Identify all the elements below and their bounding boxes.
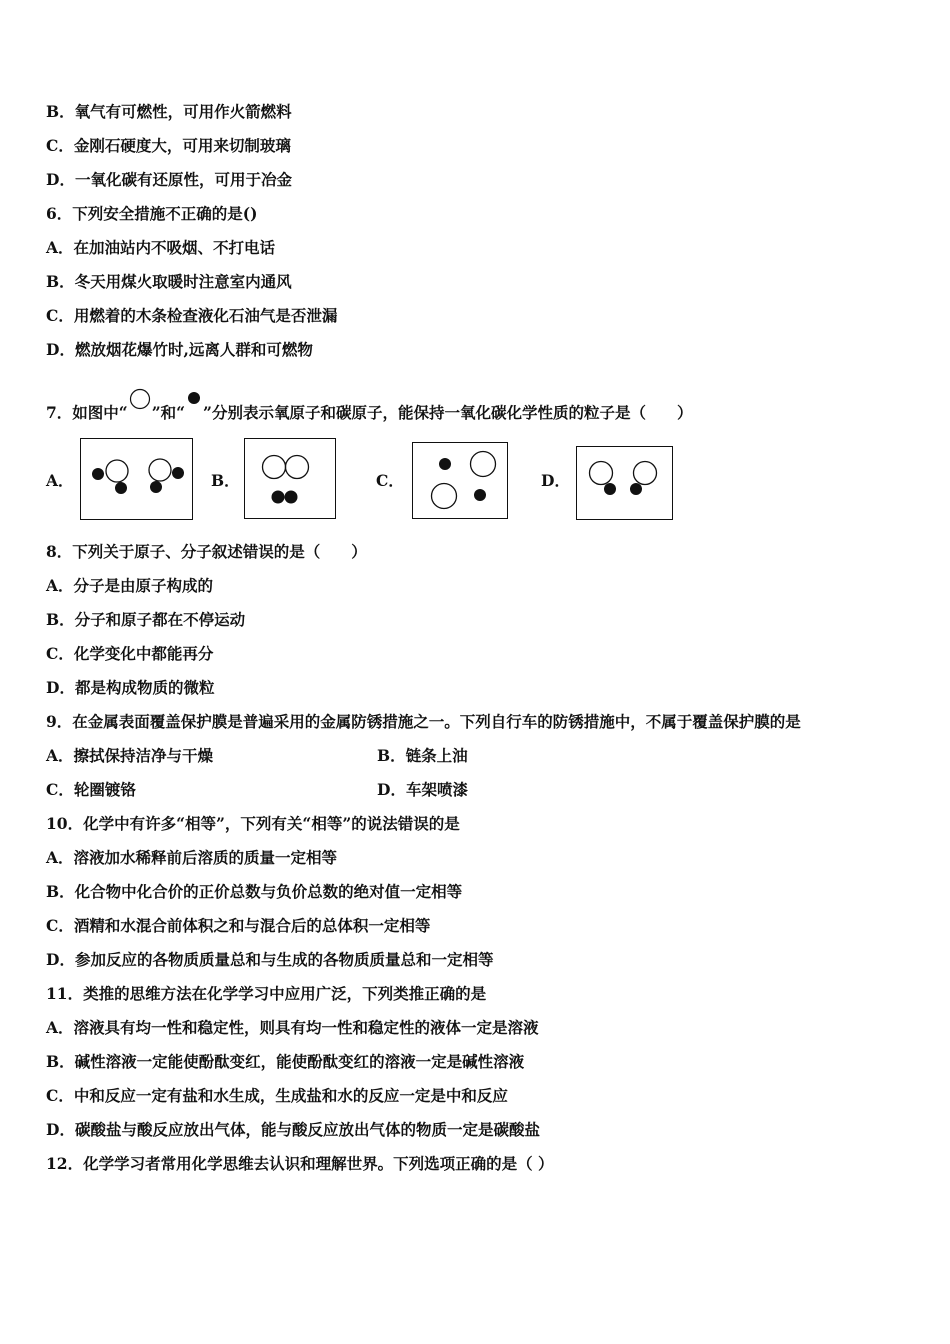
q11-option-c: C．中和反应一定有盐和水生成，生成盐和水的反应一定是中和反应 — [46, 1086, 508, 1105]
q12-stem: 12．化学学习者常用化学思维去认识和理解世界。下列选项正确的是（ ） — [46, 1154, 554, 1173]
molecule-diagram-d — [577, 447, 672, 519]
q7-label-c: C． — [376, 471, 404, 490]
q6-stem: 6．下列安全措施不正确的是() — [46, 204, 258, 223]
q7-stem-part2: ”和“ — [151, 403, 186, 422]
q5-option-c: C．金刚石硬度大，可用来切制玻璃 — [46, 136, 291, 155]
q8-option-d: D．都是构成物质的微粒 — [46, 678, 215, 697]
q7-stem-part3: ”分别表示氧原子和碳原子，能保持一氧化碳化学性质的粒子是（ ） — [203, 403, 693, 422]
q11-option-b: B．碱性溶液一定能使酚酞变红，能使酚酞变红的溶液一定是碱性溶液 — [46, 1052, 525, 1071]
q8-option-a: A．分子是由原子构成的 — [46, 576, 214, 595]
q7-stem-part1: 7．如图中“ — [46, 403, 128, 422]
q11-stem: 11．类推的思维方法在化学学习中应用广泛，下列类推正确的是 — [46, 984, 487, 1003]
q7-stem — [46, 388, 692, 423]
q7-label-b: B． — [211, 471, 240, 490]
q6-option-c: C．用燃着的木条检查液化石油气是否泄漏 — [46, 306, 338, 325]
q7-box-c — [412, 442, 508, 519]
q8-stem: 8．下列关于原子、分子叙述错误的是（ ） — [46, 542, 367, 561]
q7-box-b — [244, 438, 336, 519]
q9-option-a: A．擦拭保持洁净与干燥 — [46, 746, 214, 765]
q10-stem: 10．化学中有许多“相等”，下列有关“相等”的说法错误的是 — [46, 814, 460, 833]
q10-option-c: C．酒精和水混合前体积之和与混合后的总体积一定相等 — [46, 916, 431, 935]
q6-option-a: A．在加油站内不吸烟、不打电话 — [46, 238, 276, 257]
filled-circle-icon — [185, 390, 203, 406]
q10-option-d: D．参加反应的各物质质量总和与生成的各物质质量总和一定相等 — [46, 950, 494, 969]
q8-option-b: B．分子和原子都在不停运动 — [46, 610, 246, 629]
q6-option-b: B．冬天用煤火取暖时注意室内通风 — [46, 272, 292, 291]
q7-label-d: D． — [541, 471, 570, 490]
q9-option-c: C．轮圈镀铬 — [46, 780, 136, 799]
q5-option-b: B．氧气有可燃性，可用作火箭燃料 — [46, 102, 292, 121]
q9-stem: 9．在金属表面覆盖保护膜是普遍采用的金属防锈措施之一。下列自行车的防锈措施中，不属于覆盖保护膜的是 — [46, 712, 801, 731]
q9-option-b: B．链条上油 — [377, 746, 468, 765]
q10-option-a: A．溶液加水稀释前后溶质的质量一定相等 — [46, 848, 338, 867]
q7-box-d — [576, 446, 673, 520]
q10-option-b: B．化合物中化合价的正价总数与负价总数的绝对值一定相等 — [46, 882, 463, 901]
q6-option-d: D．燃放烟花爆竹时,远离人群和可燃物 — [46, 340, 313, 359]
open-circle-icon — [128, 388, 152, 410]
molecule-diagram-b — [245, 439, 335, 518]
q11-option-d: D．碳酸盐与酸反应放出气体，能与酸反应放出气体的物质一定是碳酸盐 — [46, 1120, 540, 1139]
q7-box-a — [80, 438, 193, 520]
q7-label-a: A． — [46, 471, 74, 490]
q5-option-d: D．一氧化碳有还原性，可用于冶金 — [46, 170, 292, 189]
q8-option-c: C．化学变化中都能再分 — [46, 644, 214, 663]
q9-option-d: D．车架喷漆 — [377, 780, 468, 799]
molecule-diagram-c — [413, 443, 507, 518]
molecule-diagram-a — [81, 439, 192, 519]
q11-option-a: A．溶液具有均一性和稳定性，则具有均一性和稳定性的液体一定是溶液 — [46, 1018, 539, 1037]
